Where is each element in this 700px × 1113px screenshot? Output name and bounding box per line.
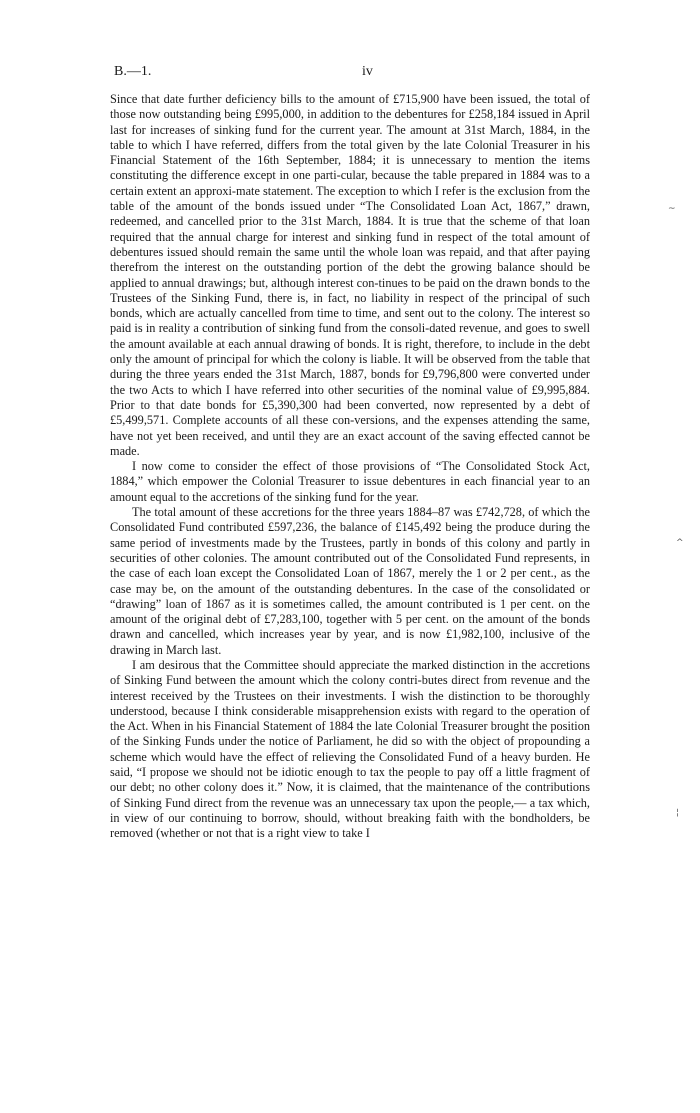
paragraph-1: Since that date further deficiency bills to the amount of £715,900 have been issued, the total of those now outstanding being £995,000, in addition to the debentures for £258,184 issued in April last for increases of sinking fund for the current year. The amount at 31st March, 1884, in the table to which I have referred, differs from the total given by the late Colonial Treasurer in his Financial Statement of the 16th September, 1884; it is unnecessary to mention the items constituting the difference except in one parti-cular, because the table prepared in 1884 was to a certain extent an approxi-mate statement. The exception to which I refer is the exclusion from the table of the amount of the bonds issued under “The Consolidated Loan Act, 1867,” drawn, redeemed, and cancelled prior to the 31st March, 1884. It is true that the scheme of that loan required that the annual charge for interest and sinking fund in respect of the total amount of debentures issued should remain the same until the whole loan was repaid, and that after paying therefrom the interest on the outstanding portion of the debt the growing balance should be applied to annual drawings; but, although interest con-tinues to be paid on the drawn bonds to the Trustees of the Sinking Fund, there is, in fact, no liability in respect of the principal of such bonds, which are actually cancelled from time to time, and sent out to the colony. The interest so paid is in reality a contribution of sinking fund from the consoli-dated revenue, and goes to swell the amount available at each annual drawing of bonds. It is right, therefore, to include in the debt only the amount of principal for which the colony is liable. It will be observed from the table that during the three years ended the 31st March, 1887, bonds for £9,796,800 were converted under the two Acts to which I have referred into other securities of the nominal value of £9,995,884. Prior to that date bonds for £5,390,300 had been converted, now represented by a debt of £5,499,571. Complete accounts of all these con-versions, and the expenses attending the same, have not yet been received, and until they are an exact account of the saving effected cannot be made. (110, 92, 590, 458)
page-header (114, 64, 592, 84)
page-number: iv (362, 64, 373, 79)
paragraph-3: The total amount of these accretions for the three years 1884–87 was £742,728, of which the Consolidated Fund contributed £597,236, the balance of £145,492 being the produce during the same period of investments made by the Trustees, partly in bonds of this colony and partly in securities of other colonies. The amount contributed out of the Consolidated Fund represents, in the case of each loan except the Consolidated Loan of 1867, merely the 1 or 2 per cent., as the case may be, on the amount of the outstanding debentures. In the case of the consolidated or “drawing” loan of 1867 as it is sometimes called, the amount contributed is 1 per cent. on the amount of the original debt of £7,283,100, together with 5 per cent. on the amount of the bonds drawn and cancelled, which increases year by year, and is now £1,982,100, inclusive of the drawing in March last. (110, 505, 590, 657)
margin-speck-1: ~ (668, 204, 676, 214)
margin-speck-2: ^ (676, 538, 684, 548)
document-body (110, 92, 590, 842)
margin-speck-3: ¦ (676, 808, 680, 818)
paragraph-2: I now come to consider the effect of those provisions of “The Consolidated Stock Act, 1884,” which empower the Colonial Treasurer to issue debentures in each financial year to an amount equal to the accretions of the sinking fund for the year. (110, 459, 590, 504)
paragraph-4: I am desirous that the Committee should appreciate the marked distinction in the accretions of Sinking Fund between the amount which the colony contri-butes direct from revenue and the interest received by the Trustees on their investments. I wish the distinction to be thoroughly understood, because I think considerable misapprehension exists with regard to the operation of the Act. When in his Financial Statement of 1884 the late Colonial Treasurer brought the position of the Sinking Funds under the notice of Parliament, he did so with the object of propounding a scheme which would have the effect of relieving the Consolidated Fund of a heavy burden. He said, “I propose we should not be idiotic enough to tax the people to pay off a little fragment of our debt; no other colony does it.” Now, it is claimed, that the maintenance of the contributions of Sinking Fund direct from the revenue was an unnecessary tax upon the people,— a tax which, in view of our continuing to borrow, should, without breaking faith with the bondholders, be removed (whether or not that is a right view to take I (110, 657, 590, 841)
document-reference: B.—1. (114, 64, 152, 79)
